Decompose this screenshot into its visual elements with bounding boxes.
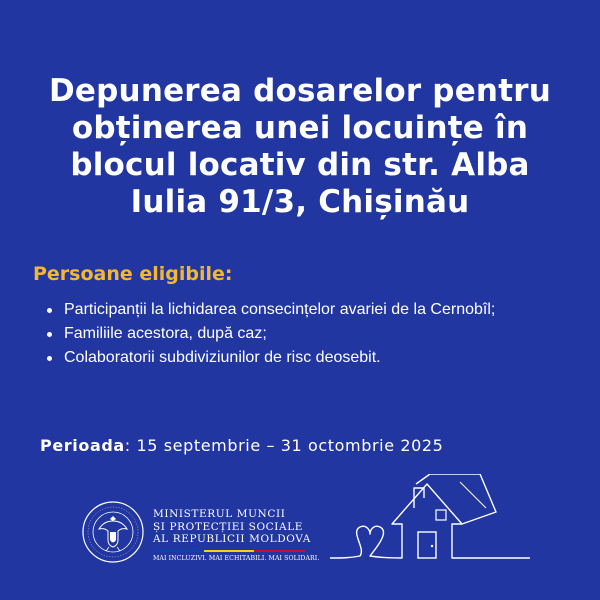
house-heart-line-icon bbox=[330, 474, 530, 570]
list-item: Colaboratorii subdiviziunilor de risc deosebit. bbox=[44, 346, 564, 370]
ministry-logo bbox=[153, 508, 320, 562]
ministry-name-line: MINISTERUL MUNCII bbox=[153, 508, 286, 520]
list-item: Participanții la lichidarea consecințelor avariei de la Cernobîl; bbox=[44, 298, 564, 322]
page-title bbox=[14, 73, 586, 221]
title-line: obținerea unei locuințe în bbox=[71, 110, 529, 146]
flag-tricolor bbox=[153, 550, 305, 552]
title-line: blocul locativ din str. Alba bbox=[70, 147, 530, 183]
eligible-heading: Persoane eligibile: bbox=[33, 263, 233, 285]
period-value: : 15 septembrie – 31 octombrie 2025 bbox=[124, 436, 444, 455]
ministry-name-line: AL REPUBLICII MOLDOVA bbox=[153, 533, 311, 545]
government-seal-icon bbox=[81, 500, 145, 564]
ministry-name-line: ȘI PROTECȚIEI SOCIALE bbox=[153, 520, 304, 533]
ministry-tagline: MAI INCLUZIVI. MAI ECHITABILI. MAI SOLIDARI. bbox=[153, 554, 320, 562]
eligible-list bbox=[44, 298, 564, 370]
period-label: Perioada bbox=[40, 436, 125, 455]
list-item: Familiile acestora, după caz; bbox=[44, 322, 564, 346]
period-line bbox=[40, 436, 443, 455]
title-line: Depunerea dosarelor pentru bbox=[49, 73, 551, 109]
title-line: Iulia 91/3, Chișinău bbox=[130, 184, 470, 220]
